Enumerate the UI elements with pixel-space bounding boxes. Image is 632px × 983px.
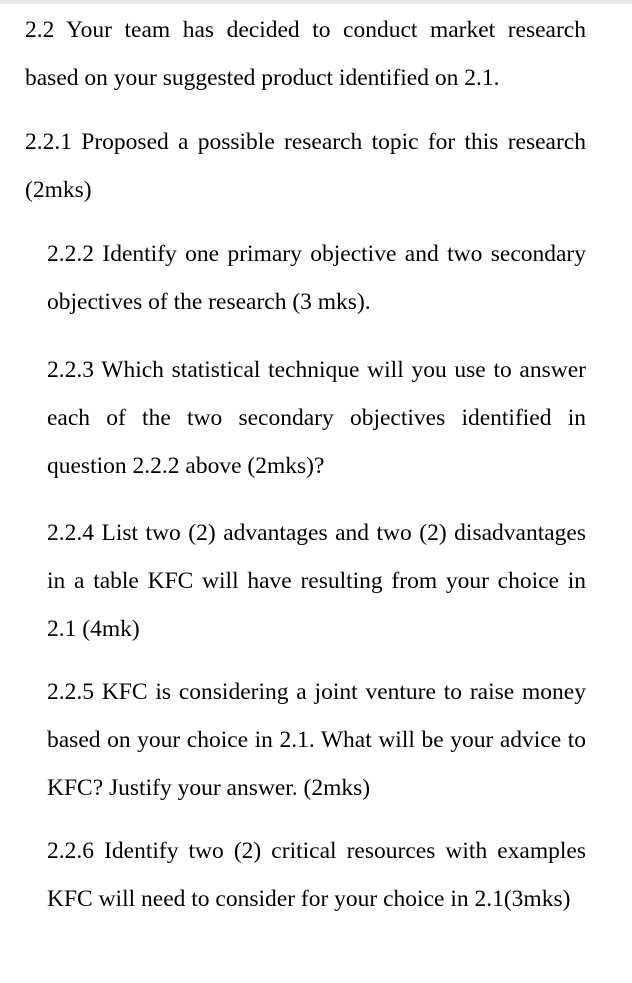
question-2-2-6: 2.2.6 Identify two (2) critical resources with examples KFC will need to consider for your choice in 2.1(3mks) bbox=[47, 838, 586, 912]
question-2-2-3: 2.2.3 Which statistical technique will you use to answer each of the two secondary objectives identified in question 2.2.2 above (2mks)? bbox=[47, 357, 586, 479]
top-divider bbox=[0, 0, 632, 4]
question-2-2-1: 2.2.1 Proposed a possible research topic for this research (2mks) bbox=[25, 129, 586, 203]
question-2-2: 2.2 Your team has decided to conduct market research based on your suggested product identified on 2.1. bbox=[25, 17, 586, 91]
question-2-2-5: 2.2.5 KFC is considering a joint venture to raise money based on your choice in 2.1. What will be your advice to KFC? Justify your answer. (2mks) bbox=[47, 679, 586, 801]
question-2-2-4: 2.2.4 List two (2) advantages and two (2) disadvantages in a table KFC will have resulting from your choice in 2.1 (4mk) bbox=[47, 520, 586, 642]
question-2-2-2: 2.2.2 Identify one primary objective and two secondary objectives of the research (3 mks). bbox=[47, 241, 586, 315]
